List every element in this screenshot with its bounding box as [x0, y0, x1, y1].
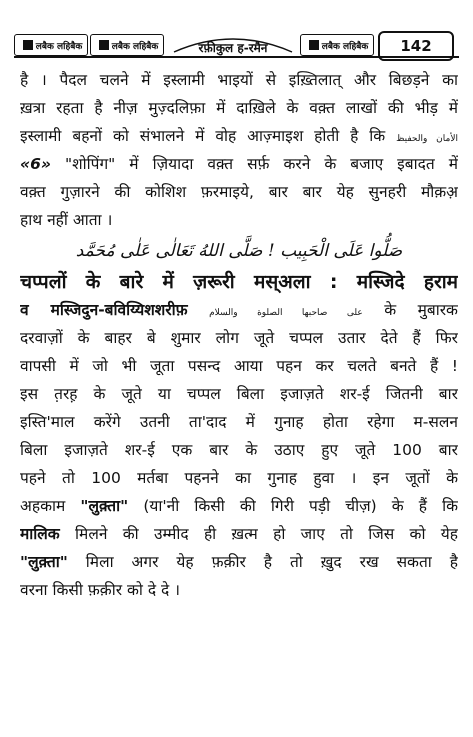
text-line: दरवाज़ों के बाहर बे शुमार लोग जूते चप्पल उतार देते हैं फिर [20, 329, 458, 347]
bold-segment: "लुक़्ता" [80, 497, 129, 515]
header-banner-left-text: लबैक लहिबैक [35, 41, 83, 52]
text-line: है । पैदल चलने में इस्लामी भाइयों से इख़्तिलात् और बिछड़ने का [20, 71, 458, 89]
bold-segment: मालिक [20, 525, 60, 543]
text-segment: अहकाम [20, 497, 66, 515]
text-line [20, 520, 458, 548]
bold-segment: "लुक़्ता" [20, 553, 68, 571]
text-line: पहने तो 100 मर्तबा पहनने का गुनाह हुवा । इन जूतों के [20, 469, 458, 487]
text-line [20, 296, 458, 324]
arabic-inline-phrase: على صاحبها الصلوة والسلام [209, 308, 363, 318]
kaaba-icon [309, 40, 319, 50]
text-line: वक़्त गुज़ारने की कोशिश फ़रमाइये, बार बार येह सुनहरी मौक़अ़ [20, 183, 458, 201]
durood-calligraphy: صَلُّوا عَلَى الْحَبِيب ! صَلَّى اللهُ تَعَالٰى عَلٰى مُحَمَّد [75, 241, 403, 261]
text-line: इस त़रह़ के जूते या चप्पल बिला इजाज़ते शर-ई जितनी बार [20, 385, 458, 403]
header-banner-left2-text: लबैक लहिबैक [111, 41, 159, 52]
page-running-title [172, 32, 294, 54]
bold-segment: व मस्जिदुन-बविय्यिशशरीफ़ [20, 301, 188, 319]
header-banner-right [300, 34, 374, 56]
arabic-inline-phrase: الأمان والحفيظ [396, 134, 458, 144]
text-line: वरना किसी फ़क़ीर को दे दे । [20, 581, 181, 599]
text-line: ख़त्रा रहता है नीज़ मुज़्दलिफ़ा में दाख़िले के वक़्त लाखों की भीड़ में [20, 99, 458, 117]
text-segment: मिला अगर येह फ़क़ीर है तो ख़ुद रख सकता है [85, 553, 458, 571]
heading-text: चप्पलों के बारे में ज़रूरी मस्अला : मस्जिदे हराम [20, 271, 458, 293]
page-body [20, 66, 458, 604]
header-banner-left2 [90, 34, 164, 56]
section-heading [20, 268, 458, 296]
text-segment: "शोपिंग" में ज़ियादा वक़्त सर्फ़ करने के बजाए इबादत में [64, 155, 458, 173]
text-segment: मिलने की उम्मीद ही ख़त्म हो जाए तो जिस को येह [75, 525, 458, 543]
header-banner-right-text: लबैक लहिबैक [321, 41, 369, 52]
text-line: बिला इजाज़ते शर-ई एक बार के उठाए हुए जूते 100 बार [20, 441, 458, 459]
text-line [20, 492, 458, 520]
kaaba-icon [23, 40, 33, 50]
page-header [14, 34, 459, 60]
kaaba-icon [99, 40, 109, 50]
text-line [20, 150, 458, 178]
text-line: इस्ति'माल करेंगे उतनी ता'दाद में गुनाह होता रहेगा म-सलन [20, 413, 458, 431]
text-segment: के मुबारक [384, 301, 458, 319]
text-line [20, 122, 458, 150]
text-segment: (या'नी किसी की गिरी पड़ी चीज़) के हैं कि [143, 497, 458, 515]
text-line [20, 548, 458, 576]
header-banner-left [14, 34, 88, 56]
text-line: वापसी में जो भी जूता पसन्द आया पहन कर चलते बनते हैं ! [20, 357, 458, 375]
page-number: 142 [378, 31, 454, 61]
running-title-text: रफ़ीकुल ह-रमैन [198, 40, 268, 55]
point-number-badge: «6» [20, 155, 51, 173]
text-segment: इस्लामी बहनों को संभालने में वोह आज़्माइश होती है कि [20, 127, 386, 145]
text-line: हाथ नहीं आता । [20, 211, 113, 229]
